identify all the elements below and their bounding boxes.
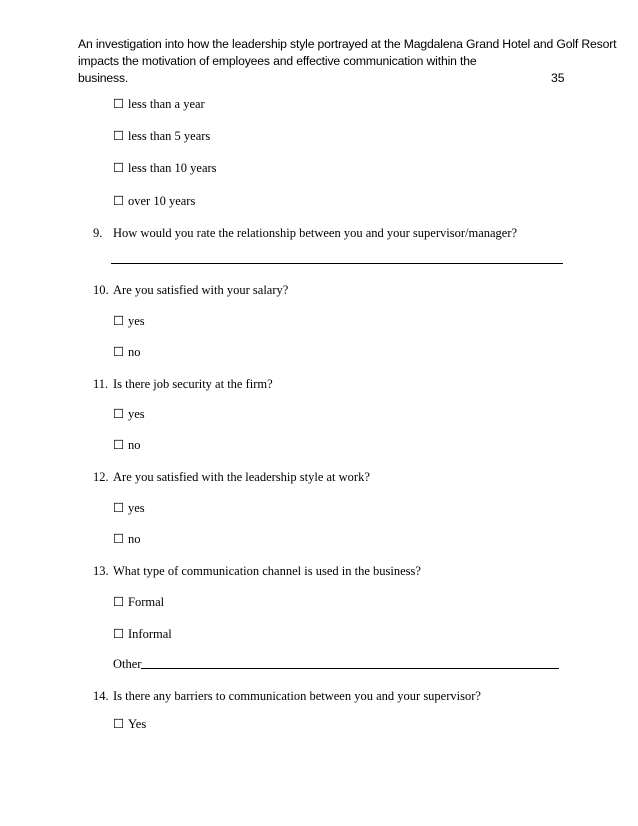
option-label: no	[128, 438, 141, 452]
other-answer-line[interactable]	[141, 668, 559, 669]
option-label: yes	[128, 407, 145, 421]
option-label: less than 5 years	[128, 129, 211, 143]
option-label: no	[128, 345, 141, 359]
checkbox-icon[interactable]: ☐	[113, 437, 125, 452]
question-text: How would you rate the relationship between you and your supervisor/manager?	[113, 226, 518, 240]
question-number: 10.	[93, 283, 109, 297]
option-no[interactable]	[113, 437, 141, 453]
checkbox-icon[interactable]: ☐	[113, 128, 125, 143]
checkbox-icon[interactable]: ☐	[113, 313, 125, 328]
question-14	[93, 688, 481, 704]
question-number: 9.	[93, 226, 103, 240]
question-text: Is there job security at the firm?	[113, 377, 273, 391]
option-label: Formal	[128, 595, 165, 609]
option-label: over 10 years	[128, 194, 196, 208]
header-line-1: An investigation into how the leadership style portrayed at the Magdalena Grand Hotel and Golf Resort	[78, 37, 617, 51]
option-informal[interactable]	[113, 626, 172, 642]
option-label: Informal	[128, 627, 172, 641]
question-number: 11.	[93, 377, 109, 391]
option-label: less than a year	[128, 97, 205, 111]
checkbox-icon[interactable]: ☐	[113, 96, 125, 111]
checkbox-icon[interactable]: ☐	[113, 531, 125, 546]
header-line-2: impacts the motivation of employees and effective communication within the	[78, 54, 477, 68]
option-less-than-10-years[interactable]	[113, 160, 217, 176]
checkbox-icon[interactable]: ☐	[113, 160, 125, 175]
question-text: Are you satisfied with the leadership style at work?	[113, 470, 370, 484]
question-text: What type of communication channel is used in the business?	[113, 564, 421, 578]
header-line-3: business.	[78, 71, 129, 85]
question-text: Is there any barriers to communication between you and your supervisor?	[113, 689, 481, 703]
option-label: Yes	[128, 717, 147, 731]
option-yes[interactable]	[113, 716, 146, 732]
checkbox-icon[interactable]: ☐	[113, 716, 125, 731]
question-number: 12.	[93, 470, 109, 484]
answer-line[interactable]	[111, 263, 563, 264]
question-11	[93, 376, 273, 392]
checkbox-icon[interactable]: ☐	[113, 344, 125, 359]
option-formal[interactable]	[113, 594, 164, 610]
checkbox-icon[interactable]: ☐	[113, 594, 125, 609]
question-9	[93, 225, 517, 241]
option-yes[interactable]	[113, 406, 145, 422]
checkbox-icon[interactable]: ☐	[113, 193, 125, 208]
option-less-than-5-years[interactable]	[113, 128, 210, 144]
question-10	[93, 282, 288, 298]
option-label: yes	[128, 314, 145, 328]
option-no[interactable]	[113, 344, 141, 360]
option-label: yes	[128, 501, 145, 515]
question-number: 13.	[93, 564, 109, 578]
option-label: no	[128, 532, 141, 546]
option-yes[interactable]	[113, 313, 145, 329]
checkbox-icon[interactable]: ☐	[113, 626, 125, 641]
checkbox-icon[interactable]: ☐	[113, 500, 125, 515]
question-number: 14.	[93, 689, 109, 703]
question-13	[93, 563, 421, 579]
option-yes[interactable]	[113, 500, 145, 516]
question-text: Are you satisfied with your salary?	[113, 283, 289, 297]
option-over-10-years[interactable]	[113, 193, 195, 209]
option-less-than-a-year[interactable]	[113, 96, 205, 112]
option-no[interactable]	[113, 531, 141, 547]
page-number: 35	[551, 71, 565, 85]
question-12	[93, 469, 370, 485]
checkbox-icon[interactable]: ☐	[113, 406, 125, 421]
other-label: Other	[113, 657, 142, 671]
running-header	[78, 36, 617, 87]
option-label: less than 10 years	[128, 161, 217, 175]
